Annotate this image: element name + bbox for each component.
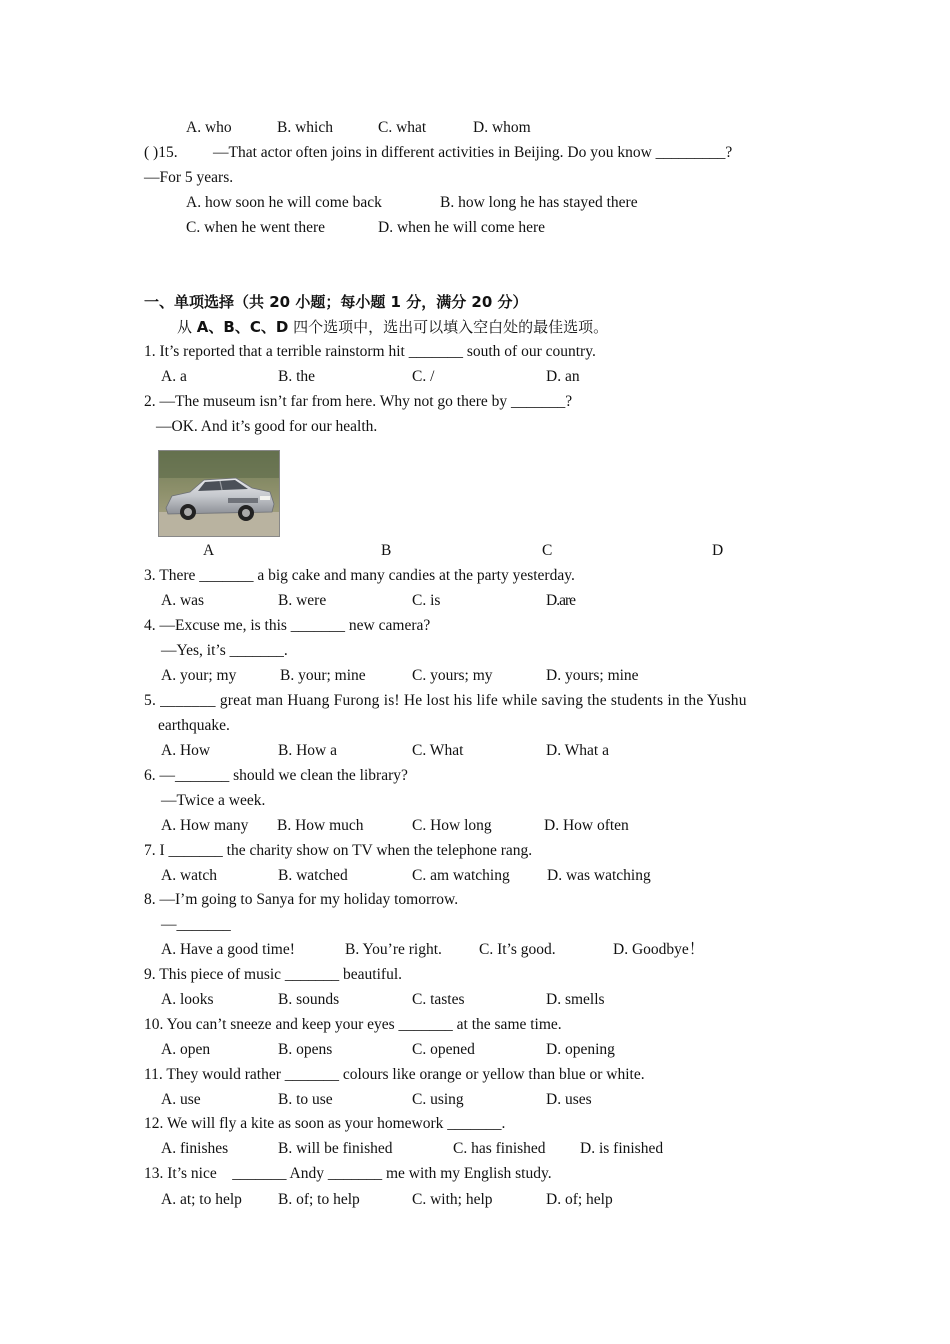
q2-option-c: C	[542, 542, 553, 559]
q7-option-c: C. am watching	[412, 867, 510, 884]
q8-reply: —_______	[161, 916, 231, 933]
q3-option-a: A. was	[161, 592, 205, 609]
q2-option-d: D	[712, 542, 724, 559]
q10-option-d: D. opening	[546, 1041, 615, 1058]
q3-option-b: B. were	[278, 592, 327, 609]
q15-option-a: A. how soon he will come back	[186, 194, 382, 211]
q1-option-c: C. /	[412, 368, 435, 385]
q11-stem: 11. They would rather _______ colours like orange or yellow than blue or white.	[144, 1066, 645, 1083]
q2-option-a: A	[203, 542, 215, 559]
q8-stem: 8. —I’m going to Sanya for my holiday tomorrow.	[144, 891, 459, 908]
q5-option-b: B. How a	[278, 742, 337, 759]
q3-stem: 3. There _______ a big cake and many candies at the party yesterday.	[144, 567, 575, 584]
q7-stem: 7. I _______ the charity show on TV when the telephone rang.	[144, 842, 533, 859]
q6-option-b: B. How much	[277, 817, 364, 834]
q9-option-c: C. tastes	[412, 991, 465, 1008]
q4-option-b: B. your; mine	[280, 667, 366, 684]
q12-stem: 12. We will fly a kite as soon as your homework _______.	[144, 1115, 506, 1132]
q15-stem: —That actor often joins in different activities in Beijing. Do you know _________?	[213, 144, 733, 161]
q12-option-c: C. has finished	[453, 1140, 546, 1157]
q14-option-d: D. whom	[473, 119, 531, 136]
q9-option-b: B. sounds	[278, 991, 340, 1008]
q14-option-b: B. which	[277, 119, 333, 136]
q6-stem: 6. —_______ should we clean the library?	[144, 767, 408, 784]
q12-option-a: A. finishes	[161, 1140, 229, 1157]
q11-option-b: B. to use	[278, 1091, 333, 1108]
q1-option-d: D. an	[546, 368, 580, 385]
q14-option-c: C. what	[378, 119, 427, 136]
q5-option-d: D. What a	[546, 742, 609, 759]
q15-reply: —For 5 years.	[144, 169, 234, 186]
q6-reply: —Twice a week.	[161, 792, 266, 809]
q5-stem: 5. _______ great man Huang Furong is! He lost his life while saving the students in the Yushu	[144, 692, 747, 709]
q10-option-c: C. opened	[412, 1041, 475, 1058]
q10-option-a: A. open	[161, 1041, 211, 1058]
q15-option-b: B. how long he has stayed there	[440, 194, 638, 211]
q11-option-a: A. use	[161, 1091, 201, 1108]
q9-option-a: A. looks	[161, 991, 214, 1008]
q2-reply: —OK. And it’s good for our health.	[156, 418, 378, 435]
q3-option-d: D.are	[546, 592, 575, 609]
q11-option-d: D. uses	[546, 1091, 592, 1108]
q1-option-a: A. a	[161, 368, 187, 385]
q13-option-a: A. at; to help	[161, 1191, 242, 1208]
q8-option-a: A. Have a good time!	[161, 941, 295, 958]
q3-option-c: C. is	[412, 592, 441, 609]
q4-reply: —Yes, it’s _______.	[161, 642, 288, 659]
q13-stem: 13. It’s nice _______ Andy _______ me with my English study.	[144, 1165, 552, 1182]
q5-option-c: C. What	[412, 742, 464, 759]
q15-answer-blank: ( )15.	[144, 144, 178, 161]
car-picture-frame	[158, 450, 280, 537]
q6-option-c: C. How long	[412, 817, 492, 834]
q7-option-d: D. was watching	[547, 867, 651, 884]
q11-option-c: C. using	[412, 1091, 464, 1108]
q4-option-c: C. yours; my	[412, 667, 493, 684]
q15-option-c: C. when he went there	[186, 219, 326, 236]
q7-option-b: B. watched	[278, 867, 348, 884]
q10-option-b: B. opens	[278, 1041, 333, 1058]
q12-option-d: D. is finished	[580, 1140, 664, 1157]
q15-option-d: D. when he will come here	[378, 219, 545, 236]
q13-option-d: D. of; help	[546, 1191, 613, 1208]
q8-option-b: B. You’re right.	[345, 941, 442, 958]
q8-option-c: C. It’s good.	[479, 941, 556, 958]
q13-option-c: C. with; help	[412, 1191, 493, 1208]
q14-option-a: A. who	[186, 119, 232, 136]
q4-stem: 4. —Excuse me, is this _______ new camera?	[144, 617, 431, 634]
q1-stem: 1. It’s reported that a terrible rainstorm hit _______ south of our country.	[144, 343, 596, 360]
q6-option-a: A. How many	[161, 817, 249, 834]
q9-stem: 9. This piece of music _______ beautiful.	[144, 966, 402, 983]
q1-option-b: B. the	[278, 368, 316, 385]
section-title: 一、单项选择（共 20 小题；每小题 1 分，满分 20 分）	[144, 293, 528, 311]
q5-stem-continued: earthquake.	[158, 717, 230, 734]
q6-option-d: D. How often	[544, 817, 629, 834]
q9-option-d: D. smells	[546, 991, 605, 1008]
q4-option-a: A. your; my	[161, 667, 237, 684]
q2-stem: 2. —The museum isn’t far from here. Why not go there by _______?	[144, 393, 573, 410]
q5-option-a: A. How	[161, 742, 211, 759]
q7-option-a: A. watch	[161, 867, 217, 884]
q4-option-d: D. yours; mine	[546, 667, 639, 684]
section-instructions: 从 A、B、C、D 四个选项中，选出可以填入空白处的最佳选项。	[177, 318, 609, 336]
q2-option-b: B	[381, 542, 392, 559]
q12-option-b: B. will be finished	[278, 1140, 393, 1157]
q10-stem: 10. You can’t sneeze and keep your eyes _______ at the same time.	[144, 1016, 562, 1033]
q8-option-d: D. Goodbye！	[613, 941, 705, 958]
q13-option-b: B. of; to help	[278, 1191, 360, 1208]
